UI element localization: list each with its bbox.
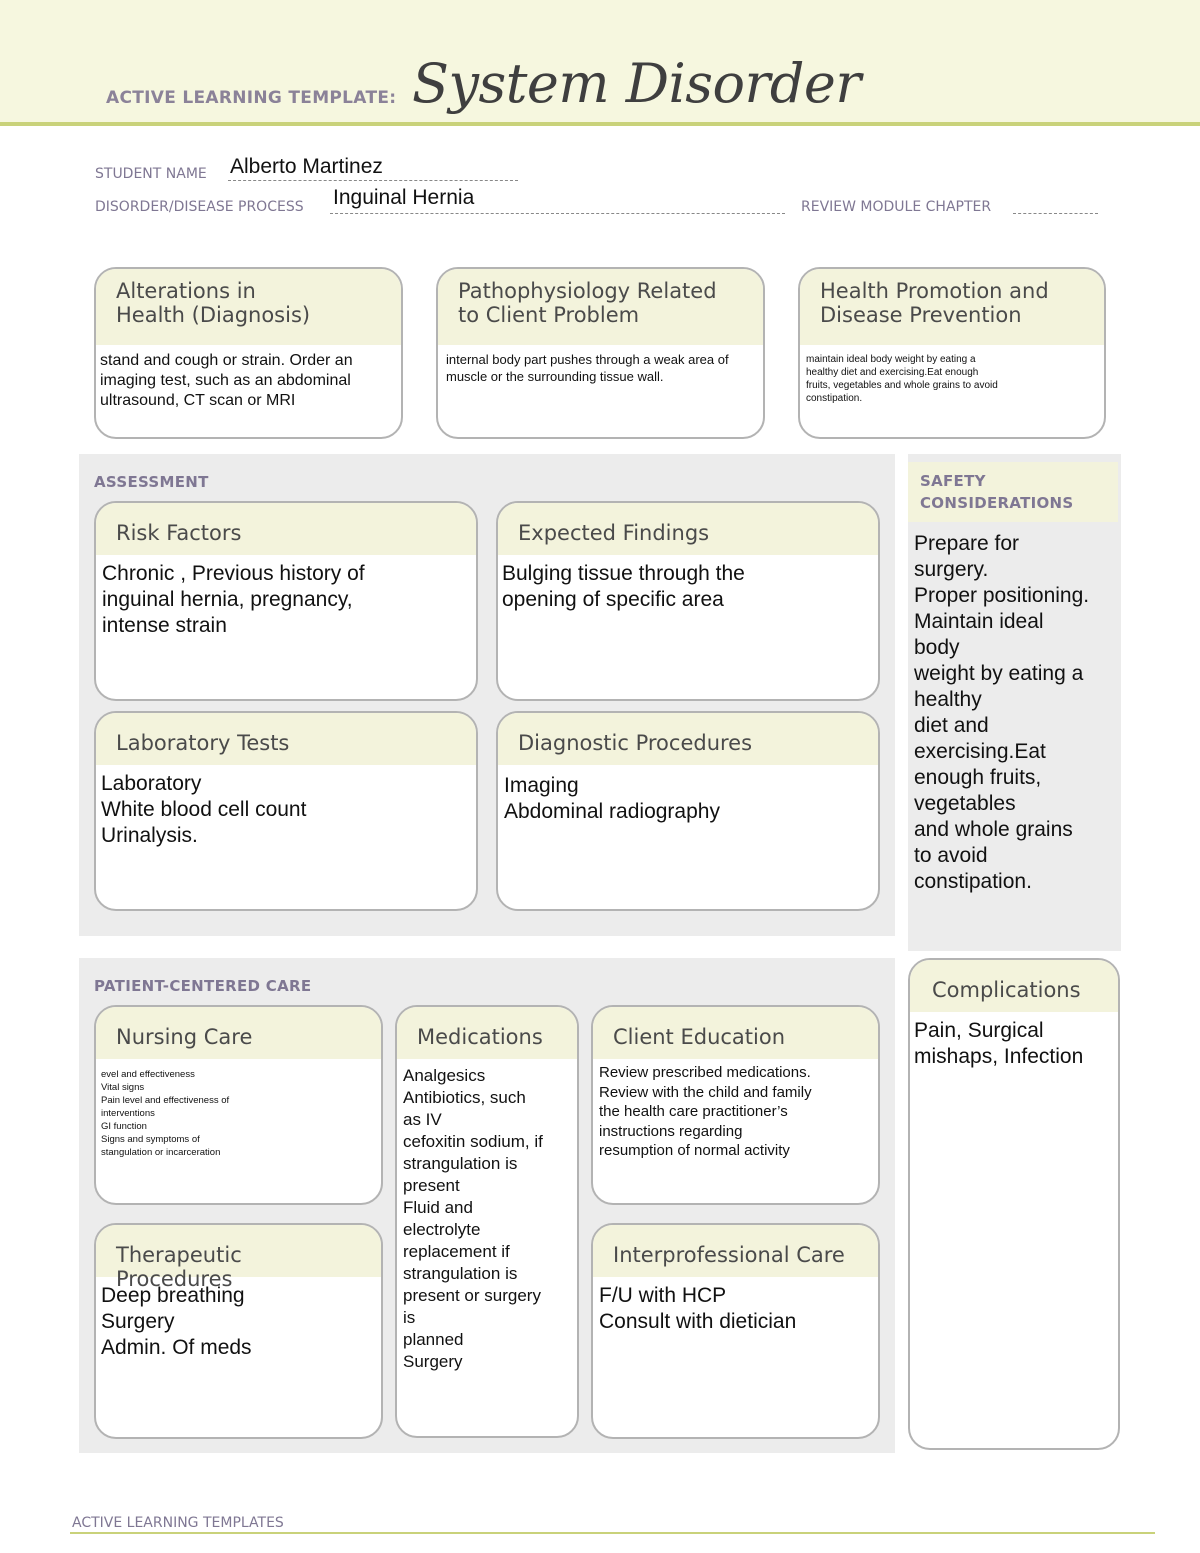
- pathophysiology-title: Pathophysiology Related to Client Problem: [438, 269, 763, 345]
- medications-title: Medications: [397, 1007, 577, 1059]
- disorder-label: DISORDER/DISEASE PROCESS: [95, 199, 304, 215]
- interprofessional-care-body[interactable]: F/U with HCP Consult with dietician: [599, 1284, 797, 1333]
- review-module-field[interactable]: [1013, 213, 1098, 214]
- lab-tests-title: Laboratory Tests: [96, 713, 476, 765]
- pathophysiology-body[interactable]: internal body part pushes through a weak area of muscle or the surrounding tissue wall.: [446, 352, 729, 384]
- expected-findings-body[interactable]: Bulging tissue through the opening of specific area: [502, 562, 745, 611]
- medications-card: [395, 1005, 579, 1438]
- student-name-line: [228, 180, 518, 181]
- assessment-label: ASSESSMENT: [94, 473, 209, 491]
- diagnostic-procedures-body[interactable]: Imaging Abdominal radiography: [504, 774, 720, 823]
- alterations-body[interactable]: stand and cough or strain. Order an imaging test, such as an abdominal ultrasound, CT scan or MRI: [100, 352, 353, 409]
- expected-findings-title: Expected Findings: [498, 503, 878, 555]
- alterations-card: [94, 267, 403, 439]
- interprofessional-care-title: Interprofessional Care: [593, 1225, 878, 1277]
- client-education-body[interactable]: Review prescribed medications. Review with the child and family the health care practitioner’s instructions regarding resumption of normal activity: [599, 1064, 812, 1159]
- therapeutic-procedures-card: [94, 1223, 383, 1439]
- client-education-card: [591, 1005, 880, 1205]
- student-name-label: STUDENT NAME: [95, 166, 207, 182]
- complications-card: [908, 958, 1120, 1450]
- alterations-title: Alterations in Health (Diagnosis): [96, 269, 401, 345]
- patient-care-label: PATIENT-CENTERED CARE: [94, 977, 312, 995]
- pathophysiology-card: [436, 267, 765, 439]
- footer-label: ACTIVE LEARNING TEMPLATES: [72, 1515, 284, 1531]
- disorder-field[interactable]: Inguinal Hernia: [333, 186, 475, 209]
- header-divider: [0, 122, 1200, 126]
- lab-tests-body[interactable]: Laboratory White blood cell count Urinalysis.: [101, 772, 307, 847]
- diagnostic-procedures-card: [496, 711, 880, 911]
- student-name-field[interactable]: Alberto Martinez: [230, 155, 383, 178]
- client-education-title: Client Education: [593, 1007, 878, 1059]
- medications-body[interactable]: Analgesics Antibiotics, such as IV cefoxitin sodium, if strangulation is present Fluid and electrolyte replacement if strangulation is present or surgery is planned Surgery: [403, 1066, 543, 1371]
- lab-tests-card: [94, 711, 478, 911]
- health-promotion-body[interactable]: maintain ideal body weight by eating a healthy diet and exercising.Eat enough fruits, vegetables and whole grains to avoid constipation.: [806, 354, 998, 404]
- expected-findings-card: [496, 501, 880, 701]
- therapeutic-procedures-body[interactable]: Deep breathing Surgery Admin. Of meds: [101, 1284, 252, 1359]
- health-promotion-card: [798, 267, 1106, 439]
- risk-factors-title: Risk Factors: [96, 503, 476, 555]
- complications-body[interactable]: Pain, Surgical mishaps, Infection: [914, 1019, 1084, 1068]
- review-module-label: REVIEW MODULE CHAPTER: [801, 199, 992, 215]
- nursing-care-title: Nursing Care: [96, 1007, 381, 1059]
- complications-title: Complications: [910, 960, 1118, 1012]
- diagnostic-procedures-title: Diagnostic Procedures: [498, 713, 878, 765]
- safety-body[interactable]: Prepare for surgery. Proper positioning. Maintain ideal body weight by eating a healthy diet and exercising.Eat enough fruits, vegetables and whole grains to avoid constipation.: [914, 532, 1090, 893]
- nursing-care-card: [94, 1005, 383, 1205]
- page-title: System Disorder: [412, 52, 861, 115]
- interprofessional-care-card: [591, 1223, 880, 1439]
- disorder-line: [330, 213, 785, 214]
- risk-factors-body[interactable]: Chronic , Previous history of inguinal hernia, pregnancy, intense strain: [102, 562, 365, 637]
- therapeutic-procedures-title: Therapeutic Procedures: [96, 1225, 381, 1277]
- health-promotion-title: Health Promotion and Disease Prevention: [800, 269, 1104, 345]
- safety-label: SAFETY CONSIDERATIONS: [908, 462, 1118, 522]
- risk-factors-card: [94, 501, 478, 701]
- footer-divider: [70, 1532, 1155, 1534]
- nursing-care-body[interactable]: evel and effectiveness Vital signs Pain level and effectiveness of interventions GI function Signs and symptoms of stangulation or incarceration: [101, 1069, 230, 1158]
- template-label: ACTIVE LEARNING TEMPLATE:: [106, 88, 397, 108]
